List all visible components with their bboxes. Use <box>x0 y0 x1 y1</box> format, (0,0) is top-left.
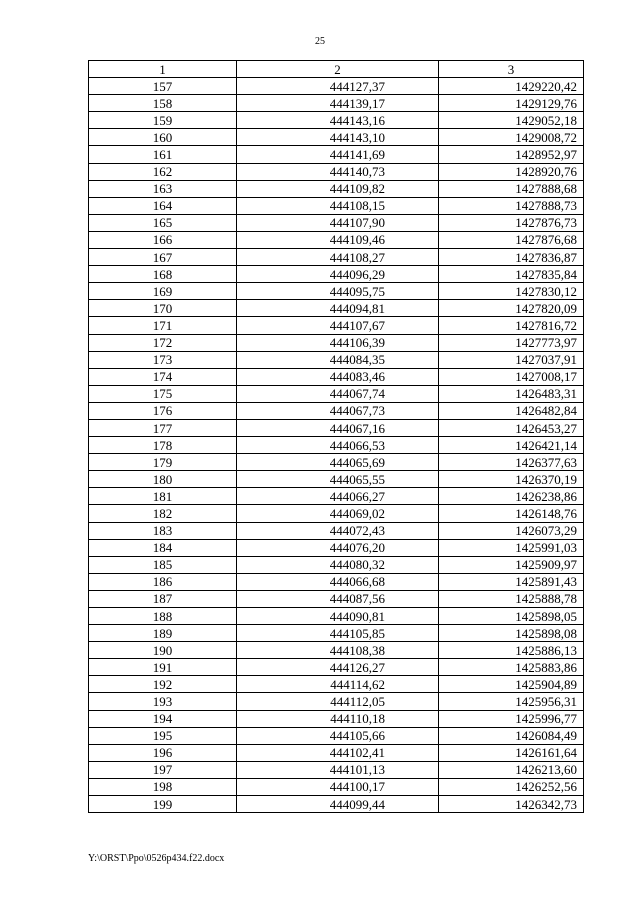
table-row <box>89 505 584 522</box>
table-row <box>89 710 584 727</box>
point-number-cell: 186 <box>89 573 237 590</box>
x-coordinate-cell: 444080,32 <box>237 556 439 573</box>
table-row <box>89 95 584 112</box>
table-header-row <box>89 61 584 78</box>
table-row <box>89 471 584 488</box>
point-number-cell: 195 <box>89 727 237 744</box>
page-number: 25 <box>315 36 325 47</box>
y-coordinate-cell: 1428920,76 <box>439 163 584 180</box>
point-number-cell: 194 <box>89 710 237 727</box>
point-number-cell: 182 <box>89 505 237 522</box>
y-coordinate-cell: 1425886,13 <box>439 642 584 659</box>
point-number-cell: 176 <box>89 402 237 419</box>
x-coordinate-cell: 444108,38 <box>237 642 439 659</box>
point-number-cell: 164 <box>89 197 237 214</box>
y-coordinate-cell: 1427888,73 <box>439 197 584 214</box>
column-header-2: 2 <box>237 61 439 78</box>
table-row <box>89 231 584 248</box>
x-coordinate-cell: 444090,81 <box>237 608 439 625</box>
y-coordinate-cell: 1427830,12 <box>439 283 584 300</box>
y-coordinate-cell: 1426238,86 <box>439 488 584 505</box>
x-coordinate-cell: 444094,81 <box>237 300 439 317</box>
point-number-cell: 191 <box>89 659 237 676</box>
x-coordinate-cell: 444084,35 <box>237 351 439 368</box>
y-coordinate-cell: 1427876,68 <box>439 231 584 248</box>
y-coordinate-cell: 1429220,42 <box>439 78 584 95</box>
y-coordinate-cell: 1429008,72 <box>439 129 584 146</box>
point-number-cell: 198 <box>89 778 237 795</box>
point-number-cell: 159 <box>89 112 237 129</box>
x-coordinate-cell: 444143,10 <box>237 129 439 146</box>
x-coordinate-cell: 444140,73 <box>237 163 439 180</box>
table-row <box>89 112 584 129</box>
y-coordinate-cell: 1426377,63 <box>439 454 584 471</box>
table-row <box>89 539 584 556</box>
point-number-cell: 192 <box>89 676 237 693</box>
point-number-cell: 197 <box>89 761 237 778</box>
x-coordinate-cell: 444109,82 <box>237 180 439 197</box>
point-number-cell: 189 <box>89 625 237 642</box>
table-row <box>89 522 584 539</box>
point-number-cell: 171 <box>89 317 237 334</box>
table-row <box>89 488 584 505</box>
x-coordinate-cell: 444087,56 <box>237 590 439 607</box>
y-coordinate-cell: 1426342,73 <box>439 796 584 813</box>
table-row <box>89 214 584 231</box>
x-coordinate-cell: 444065,69 <box>237 454 439 471</box>
table-row <box>89 727 584 744</box>
x-coordinate-cell: 444069,02 <box>237 505 439 522</box>
x-coordinate-cell: 444072,43 <box>237 522 439 539</box>
point-number-cell: 178 <box>89 437 237 454</box>
point-number-cell: 170 <box>89 300 237 317</box>
point-number-cell: 181 <box>89 488 237 505</box>
table-row <box>89 249 584 266</box>
y-coordinate-cell: 1426084,49 <box>439 727 584 744</box>
point-number-cell: 172 <box>89 334 237 351</box>
x-coordinate-cell: 444066,53 <box>237 437 439 454</box>
y-coordinate-cell: 1425904,89 <box>439 676 584 693</box>
table-row <box>89 334 584 351</box>
point-number-cell: 175 <box>89 385 237 402</box>
y-coordinate-cell: 1425956,31 <box>439 693 584 710</box>
table-row <box>89 642 584 659</box>
y-coordinate-cell: 1425883,86 <box>439 659 584 676</box>
point-number-cell: 188 <box>89 608 237 625</box>
table-row <box>89 744 584 761</box>
point-number-cell: 158 <box>89 95 237 112</box>
x-coordinate-cell: 444139,17 <box>237 95 439 112</box>
table-row <box>89 761 584 778</box>
x-coordinate-cell: 444096,29 <box>237 266 439 283</box>
point-number-cell: 180 <box>89 471 237 488</box>
point-number-cell: 167 <box>89 249 237 266</box>
x-coordinate-cell: 444114,62 <box>237 676 439 693</box>
y-coordinate-cell: 1426370,19 <box>439 471 584 488</box>
y-coordinate-cell: 1425898,08 <box>439 625 584 642</box>
table-row <box>89 266 584 283</box>
point-number-cell: 161 <box>89 146 237 163</box>
y-coordinate-cell: 1425891,43 <box>439 573 584 590</box>
point-number-cell: 187 <box>89 590 237 607</box>
point-number-cell: 199 <box>89 796 237 813</box>
y-coordinate-cell: 1425888,78 <box>439 590 584 607</box>
table-row <box>89 180 584 197</box>
y-coordinate-cell: 1426161,64 <box>439 744 584 761</box>
table-row <box>89 78 584 95</box>
table-row <box>89 693 584 710</box>
table-row <box>89 676 584 693</box>
table-row <box>89 368 584 385</box>
y-coordinate-cell: 1427876,73 <box>439 214 584 231</box>
table-row <box>89 659 584 676</box>
x-coordinate-cell: 444112,05 <box>237 693 439 710</box>
point-number-cell: 179 <box>89 454 237 471</box>
y-coordinate-cell: 1427836,87 <box>439 249 584 266</box>
table-body <box>89 78 584 813</box>
point-number-cell: 177 <box>89 419 237 436</box>
table-row <box>89 556 584 573</box>
point-number-cell: 196 <box>89 744 237 761</box>
x-coordinate-cell: 444100,17 <box>237 778 439 795</box>
table-row <box>89 300 584 317</box>
point-number-cell: 190 <box>89 642 237 659</box>
table-row <box>89 163 584 180</box>
x-coordinate-cell: 444083,46 <box>237 368 439 385</box>
point-number-cell: 162 <box>89 163 237 180</box>
x-coordinate-cell: 444105,66 <box>237 727 439 744</box>
x-coordinate-cell: 444101,13 <box>237 761 439 778</box>
point-number-cell: 184 <box>89 539 237 556</box>
table-row <box>89 590 584 607</box>
y-coordinate-cell: 1426453,27 <box>439 419 584 436</box>
table-row <box>89 317 584 334</box>
x-coordinate-cell: 444107,90 <box>237 214 439 231</box>
y-coordinate-cell: 1427820,09 <box>439 300 584 317</box>
x-coordinate-cell: 444099,44 <box>237 796 439 813</box>
point-number-cell: 166 <box>89 231 237 248</box>
x-coordinate-cell: 444065,55 <box>237 471 439 488</box>
point-number-cell: 193 <box>89 693 237 710</box>
point-number-cell: 165 <box>89 214 237 231</box>
point-number-cell: 183 <box>89 522 237 539</box>
x-coordinate-cell: 444066,68 <box>237 573 439 590</box>
x-coordinate-cell: 444127,37 <box>237 78 439 95</box>
y-coordinate-cell: 1427816,72 <box>439 317 584 334</box>
x-coordinate-cell: 444141,69 <box>237 146 439 163</box>
table-row <box>89 351 584 368</box>
y-coordinate-cell: 1428952,97 <box>439 146 584 163</box>
footer-file-path: Y:\ORST\Ppo\0526p434.f22.docx <box>88 853 225 864</box>
table-row <box>89 796 584 813</box>
y-coordinate-cell: 1427008,17 <box>439 368 584 385</box>
x-coordinate-cell: 444106,39 <box>237 334 439 351</box>
table-row <box>89 283 584 300</box>
point-number-cell: 157 <box>89 78 237 95</box>
table-row <box>89 437 584 454</box>
y-coordinate-cell: 1425909,97 <box>439 556 584 573</box>
y-coordinate-cell: 1427773,97 <box>439 334 584 351</box>
y-coordinate-cell: 1427835,84 <box>439 266 584 283</box>
x-coordinate-cell: 444109,46 <box>237 231 439 248</box>
point-number-cell: 169 <box>89 283 237 300</box>
x-coordinate-cell: 444095,75 <box>237 283 439 300</box>
x-coordinate-cell: 444076,20 <box>237 539 439 556</box>
table-row <box>89 608 584 625</box>
y-coordinate-cell: 1426148,76 <box>439 505 584 522</box>
x-coordinate-cell: 444066,27 <box>237 488 439 505</box>
table-row <box>89 402 584 419</box>
point-number-cell: 174 <box>89 368 237 385</box>
y-coordinate-cell: 1429052,18 <box>439 112 584 129</box>
x-coordinate-cell: 444105,85 <box>237 625 439 642</box>
x-coordinate-cell: 444067,16 <box>237 419 439 436</box>
y-coordinate-cell: 1425991,03 <box>439 539 584 556</box>
y-coordinate-cell: 1426482,84 <box>439 402 584 419</box>
y-coordinate-cell: 1427888,68 <box>439 180 584 197</box>
x-coordinate-cell: 444110,18 <box>237 710 439 727</box>
point-number-cell: 173 <box>89 351 237 368</box>
table-row <box>89 625 584 642</box>
y-coordinate-cell: 1425898,05 <box>439 608 584 625</box>
y-coordinate-cell: 1426252,56 <box>439 778 584 795</box>
x-coordinate-cell: 444067,74 <box>237 385 439 402</box>
table-row <box>89 385 584 402</box>
x-coordinate-cell: 444143,16 <box>237 112 439 129</box>
table-row <box>89 146 584 163</box>
point-number-cell: 163 <box>89 180 237 197</box>
table-row <box>89 197 584 214</box>
point-number-cell: 185 <box>89 556 237 573</box>
table-row <box>89 573 584 590</box>
x-coordinate-cell: 444108,27 <box>237 249 439 266</box>
y-coordinate-cell: 1427037,91 <box>439 351 584 368</box>
column-header-3: 3 <box>439 61 584 78</box>
point-number-cell: 168 <box>89 266 237 283</box>
column-header-1: 1 <box>89 61 237 78</box>
table-row <box>89 129 584 146</box>
x-coordinate-cell: 444067,73 <box>237 402 439 419</box>
point-number-cell: 160 <box>89 129 237 146</box>
table-row <box>89 419 584 436</box>
x-coordinate-cell: 444107,67 <box>237 317 439 334</box>
coordinates-table <box>88 60 584 813</box>
table-row <box>89 778 584 795</box>
y-coordinate-cell: 1426421,14 <box>439 437 584 454</box>
y-coordinate-cell: 1425996,77 <box>439 710 584 727</box>
x-coordinate-cell: 444102,41 <box>237 744 439 761</box>
y-coordinate-cell: 1426483,31 <box>439 385 584 402</box>
y-coordinate-cell: 1426213,60 <box>439 761 584 778</box>
table-row <box>89 454 584 471</box>
y-coordinate-cell: 1429129,76 <box>439 95 584 112</box>
x-coordinate-cell: 444126,27 <box>237 659 439 676</box>
y-coordinate-cell: 1426073,29 <box>439 522 584 539</box>
x-coordinate-cell: 444108,15 <box>237 197 439 214</box>
